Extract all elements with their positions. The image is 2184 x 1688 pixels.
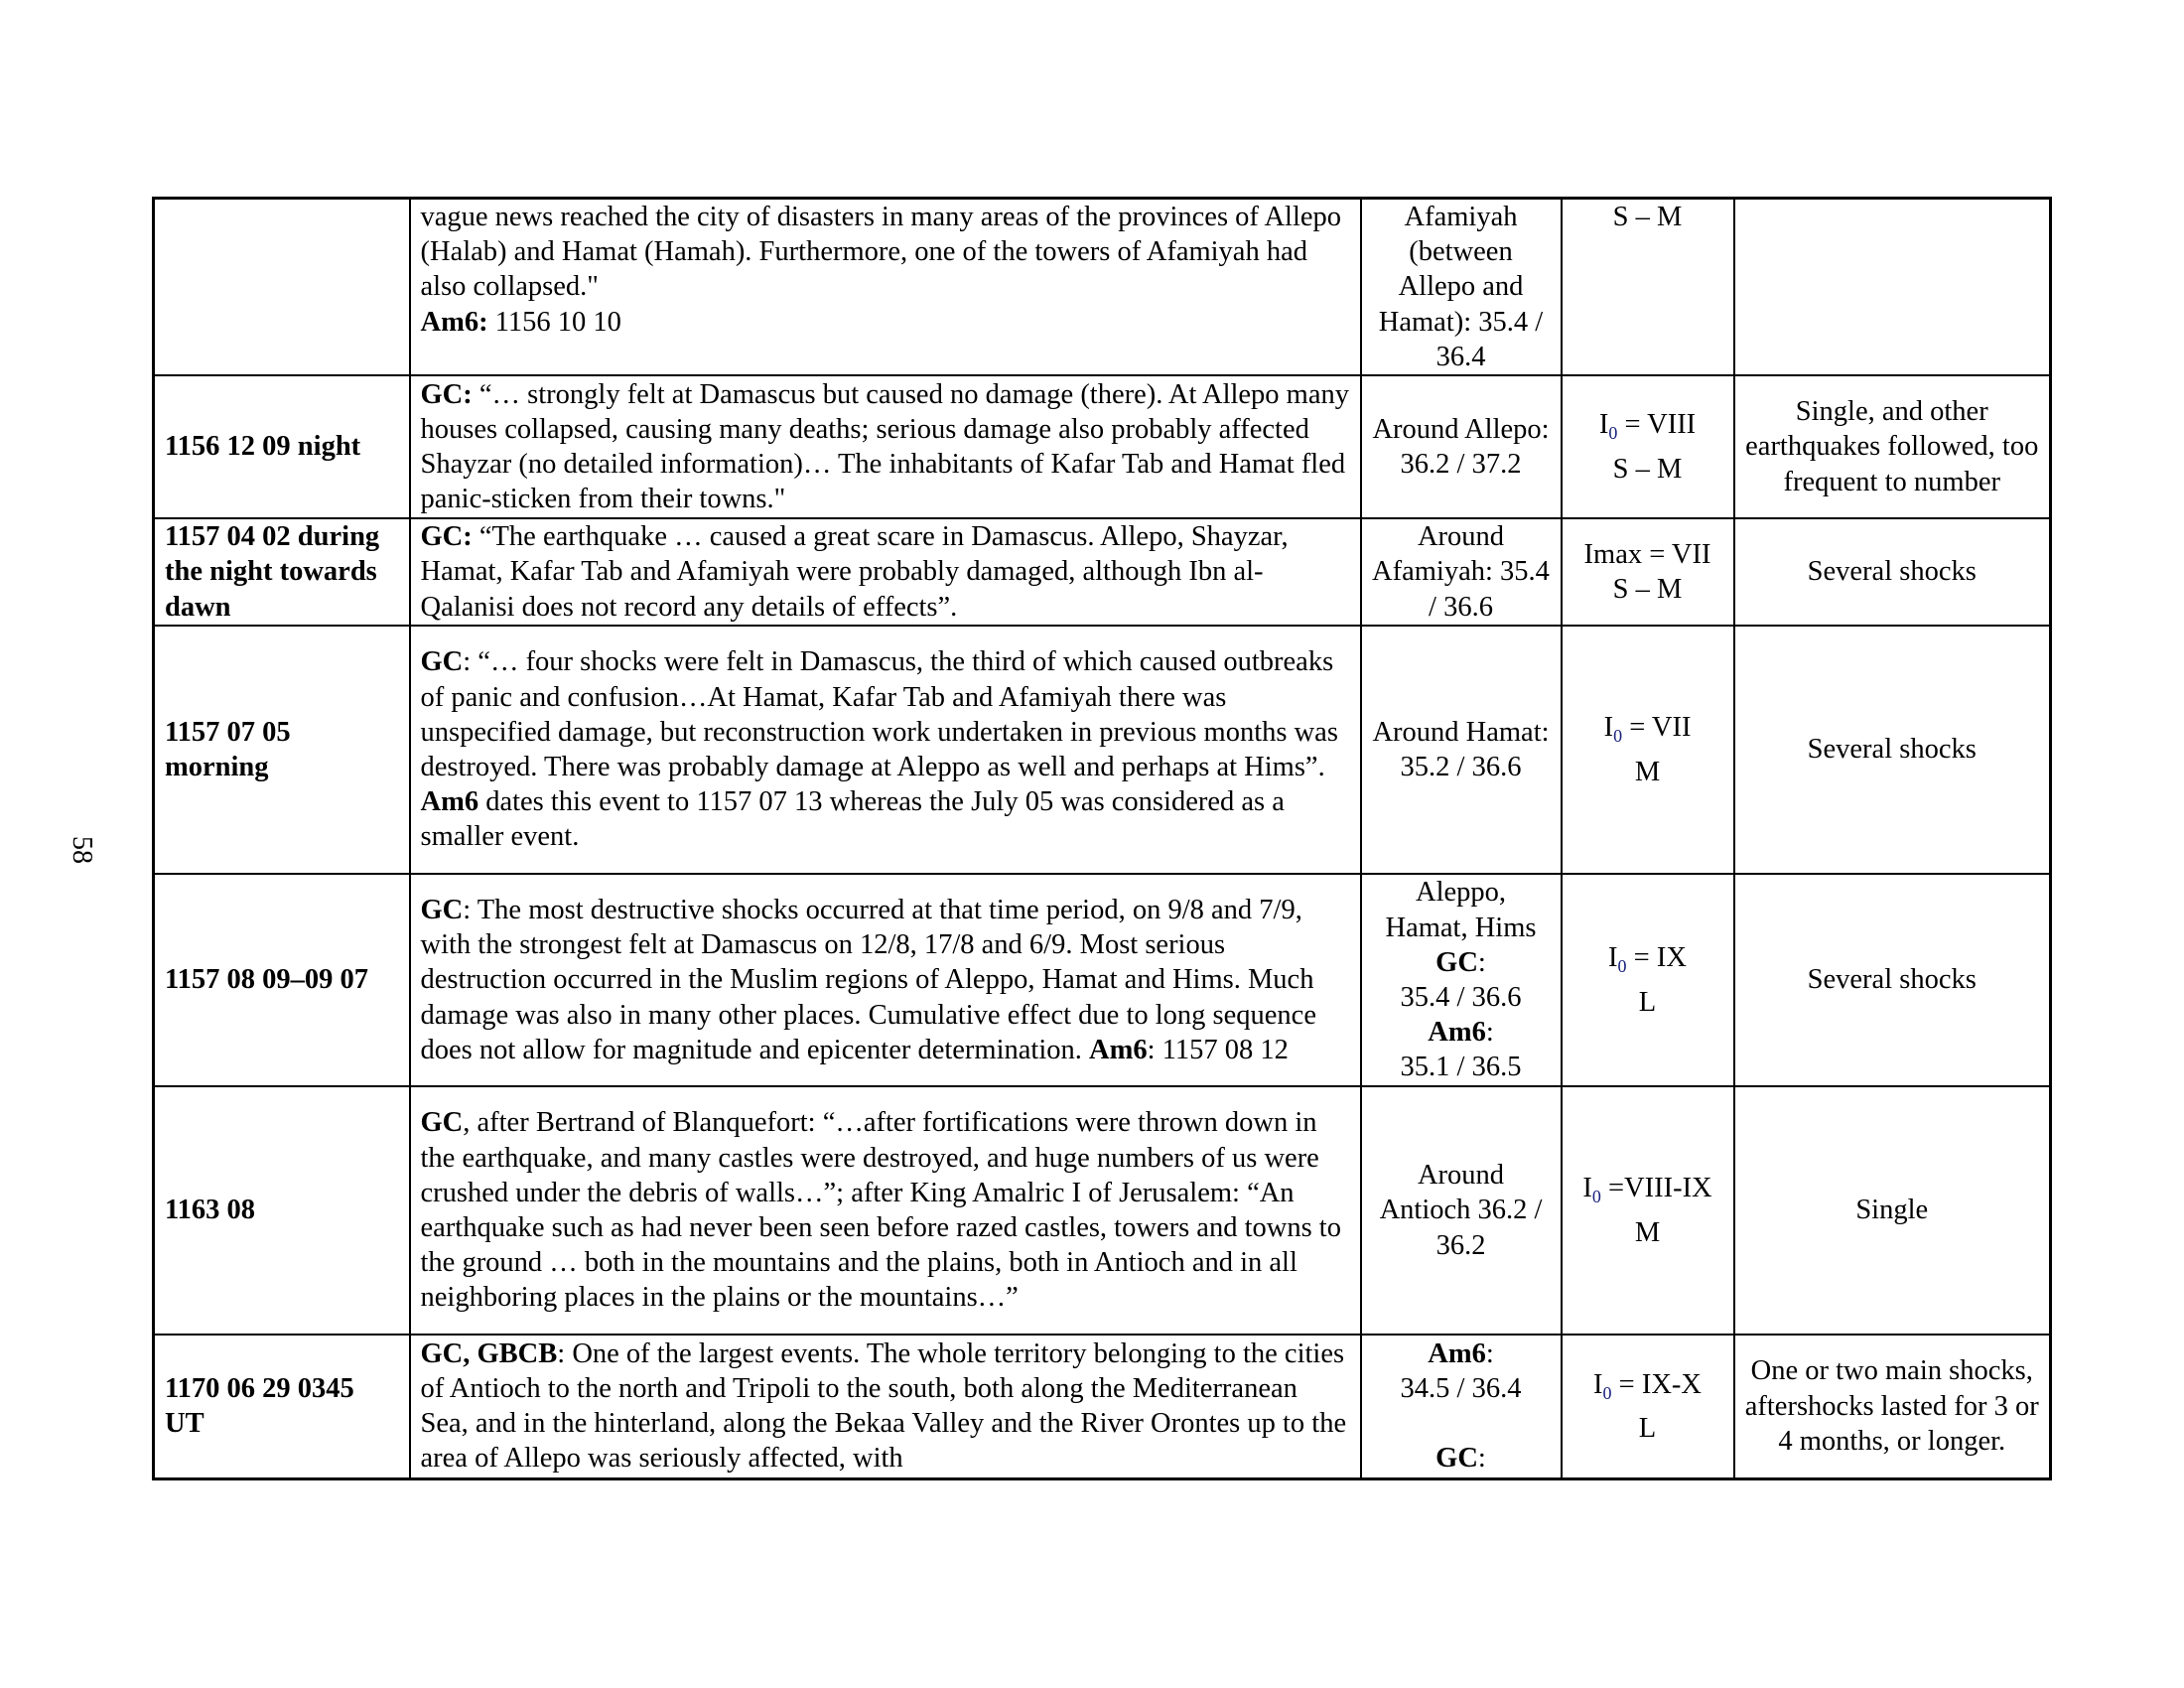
event-description: GC: “… strongly felt at Damascus but caused no damage (there). At Allepo many houses collapsed, causing many deaths; serious damage also probably affected Shayzar (no detailed information)… The inhabitants of Kafar Tab and Hamat fled panic-sticken from their towns." [410,375,1361,518]
table-row [154,874,2051,1086]
event-intensity: $I_0$ = IX L [1562,874,1734,1086]
source-code: GC: [420,378,473,410]
source-code: GC [1435,1443,1478,1475]
event-intensity: $I_0 = IX-X$ L [1562,1335,1734,1478]
event-location: Around Afamiyah: 35.4 / 36.6 [1361,518,1562,626]
event-remarks: One or two main shocks, aftershocks lasted for 3 or 4 months, or longer. [1734,1335,2051,1478]
event-location: Afamiyah (between Allepo and Hamat): 35.4 / 36.4 [1361,199,1562,376]
event-description: vague news reached the city of disasters in many areas of the provinces of Allepo (Halab) and Hamat (Hamah). Furthermore, one of the towers of Afamiyah had also collapsed." Am6: 1156 10 10 [410,199,1361,376]
table-row [154,626,2051,874]
event-intensity: $I_0$ =VIII-IX M [1562,1086,1734,1335]
event-date: 1156 12 09 night [154,375,410,518]
event-description: GC: “The earthquake … caused a great scare in Damascus. Allepo, Shayzar, Hamat, Kafar Tab and Afamiyah were probably damaged, although Ibn al-Qalanisi does not record any details of effects”. [410,518,1361,626]
event-description: GC, GBCB: One of the largest events. The whole territory belonging to the cities of Antioch to the north and Tripoli to the south, both along the Mediterranean Sea, and in the hinterland, along the Bekaa Valley and the River Orontes up to the area of Allepo was seriously affected, with [410,1335,1361,1478]
source-code: Am6 [1428,1017,1486,1049]
source-code: GC, GBCB [420,1337,558,1369]
event-location: Aleppo, Hamat, Hims GC: 35.4 / 36.6 Am6: 35.1 / 36.5 [1361,874,1562,1086]
event-date: 1163 08 [154,1086,410,1335]
event-remarks: Several shocks [1734,518,2051,626]
event-date [154,199,410,376]
event-date: 1157 08 09–09 07 [154,874,410,1086]
table-row [154,375,2051,518]
source-code: GC [1435,946,1478,978]
event-remarks: Several shocks [1734,874,2051,1086]
event-date: 1157 07 05 morning [154,626,410,874]
event-intensity: Imax = VII S – M [1562,518,1734,626]
table-row [154,199,2051,376]
event-location: Around Hamat: 35.2 / 36.6 [1361,626,1562,874]
event-remarks: Several shocks [1734,626,2051,874]
event-description: GC: “… four shocks were felt in Damascus, the third of which caused outbreaks of panic and confusion…At Hamat, Kafar Tab and Afamiyah there was unspecified damage, but reconstruction work undertaken in previous months was destroyed. There was probably damage at Aleppo as well and perhaps at Hims”. Am6 dates this event to 1157 07 13 whereas the July 05 was considered as a smaller event. [410,626,1361,874]
event-location: Am6: 34.5 / 36.4 GC: [1361,1335,1562,1478]
source-code: GC [420,1107,464,1139]
event-remarks: Single, and other earthquakes followed, too frequent to number [1734,375,2051,518]
source-code: GC: [420,521,473,553]
event-date: 1170 06 29 0345 UT [154,1335,410,1478]
event-remarks [1734,199,2051,376]
table-row [154,518,2051,626]
source-code: GC [420,646,464,678]
earthquake-catalog-table [152,197,2052,1480]
event-date: 1157 04 02 during the night towards dawn [154,518,410,626]
event-location: Around Allepo: 36.2 / 37.2 [1361,375,1562,518]
event-intensity: $I_0$ = VIII S – M [1562,375,1734,518]
source-code: Am6 [1089,1034,1148,1065]
table-row [154,1086,2051,1335]
event-description: GC, after Bertrand of Blanquefort: “…after fortifications were thrown down in the earthquake, and many castles were destroyed, and huge numbers of us were crushed under the debris of walls…”; after King Amalric I of Jerusalem: “An earthquake such as had never been seen before razed castles, towers and towns to the ground … both in the mountains and the plains, both in Antioch and in all neighboring places in the plains or the mountains…” [410,1086,1361,1335]
source-code: GC [420,895,464,925]
table-row [154,1335,2051,1478]
source-code: Am6 [1428,1337,1486,1369]
event-intensity: $I_0$ = VII M [1562,626,1734,874]
page-number: 58 [67,836,97,864]
event-remarks: Single [1734,1086,2051,1335]
event-description: GC: The most destructive shocks occurred at that time period, on 9/8 and 7/9, with the strongest felt at Damascus on 12/8, 17/8 and 6/9. Most serious destruction occurred in the Muslim regions of Aleppo, Hamat and Hims. Much damage was also in many other places. Cumulative effect due to long sequence does not allow for magnitude and epicenter determination. Am6: 1157 08 12 [410,874,1361,1086]
event-intensity: S – M [1562,199,1734,376]
source-code: Am6: [420,306,488,338]
source-code: Am6 [420,786,479,818]
event-location: Around Antioch 36.2 / 36.2 [1361,1086,1562,1335]
